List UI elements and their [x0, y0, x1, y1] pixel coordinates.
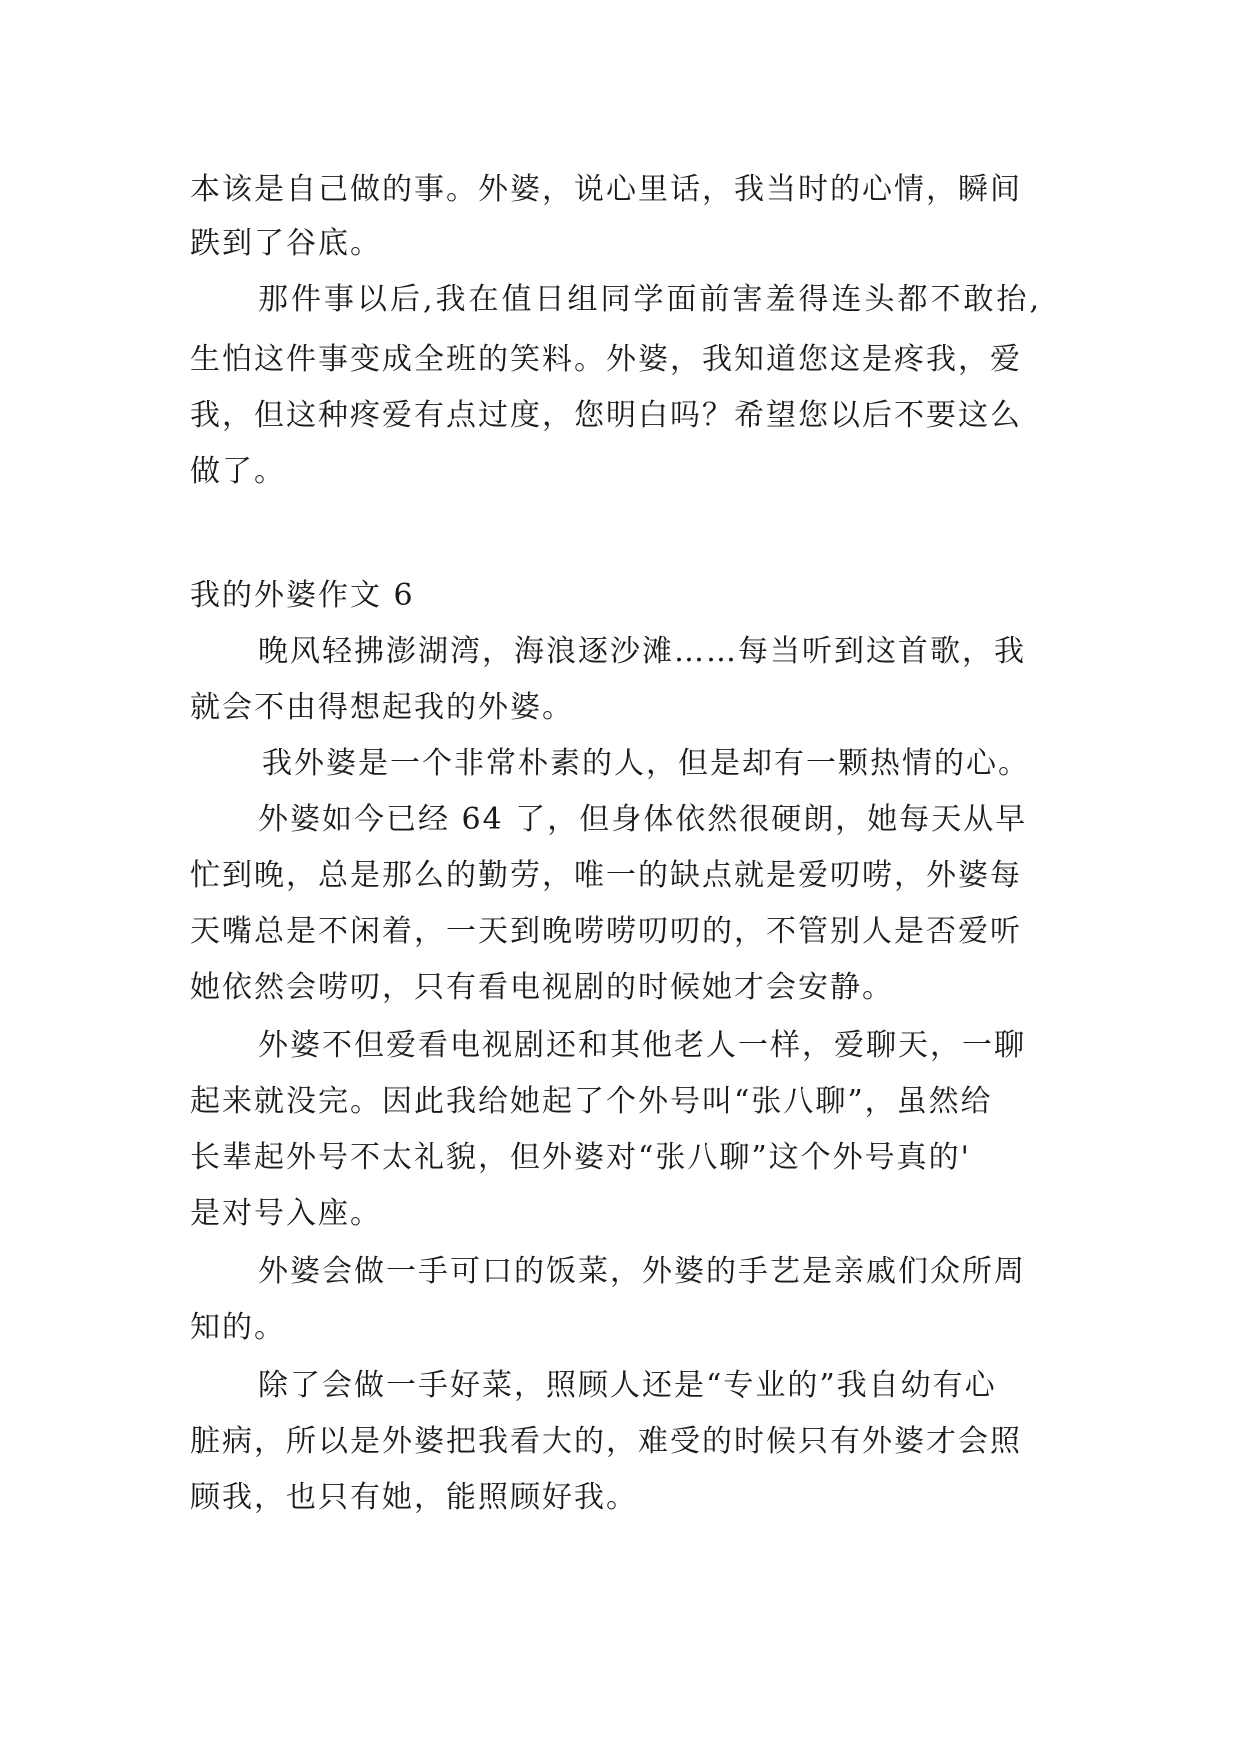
- text-line: 起来就没完。因此我给她起了个外号叫“张八聊”，虽然给: [190, 1084, 993, 1119]
- paragraph-start: 那件事以后,我在值日组同学面前害羞得连头都不敢抬,: [258, 282, 1043, 317]
- text-line: 跌到了谷底。: [190, 226, 382, 261]
- text-line: 做了。: [190, 454, 286, 489]
- text-line: 知的。: [190, 1310, 286, 1345]
- text-line: 本该是自己做的事。外婆，说心里话，我当时的心情，瞬间: [190, 172, 1022, 207]
- text-line: 脏病，所以是外婆把我看大的，难受的时候只有外婆才会照: [190, 1424, 1022, 1459]
- text-line: 就会不由得想起我的外婆。: [190, 690, 574, 725]
- paragraph-start: 除了会做一手好菜，照顾人还是“专业的”我自幼有心: [258, 1368, 997, 1403]
- paragraph-start: 我外婆是一个非常朴素的人，但是却有一颗热情的心。: [262, 746, 1030, 781]
- paragraph-start: 外婆如今已经 64 了，但身体依然很硬朗，她每天从早: [258, 802, 1028, 837]
- text-line: 是对号入座。: [190, 1196, 382, 1231]
- text-line: 生怕这件事变成全班的笑料。外婆，我知道您这是疼我，爱: [190, 342, 1022, 377]
- section-title: 我的外婆作文 6: [190, 578, 415, 613]
- text-line: 天嘴总是不闲着，一天到晚唠唠叨叨的，不管别人是否爱听: [190, 914, 1022, 949]
- text-line: 忙到晚，总是那么的勤劳，唯一的缺点就是爱叨唠，外婆每: [190, 858, 1022, 893]
- text-line: 她依然会唠叨，只有看电视剧的时候她才会安静。: [190, 970, 894, 1005]
- paragraph-start: 外婆会做一手可口的饭菜，外婆的手艺是亲戚们众所周: [258, 1254, 1026, 1289]
- text-line: 长辈起外号不太礼貌，但外婆对“张八聊”这个外号真的': [190, 1140, 971, 1175]
- text-line: 我，但这种疼爱有点过度，您明白吗？希望您以后不要这么: [190, 398, 1022, 433]
- paragraph-start: 晚风轻拂澎湖湾，海浪逐沙滩……每当听到这首歌，我: [258, 634, 1026, 669]
- paragraph-start: 外婆不但爱看电视剧还和其他老人一样，爱聊天，一聊: [258, 1028, 1026, 1063]
- text-line: 顾我，也只有她，能照顾好我。: [190, 1480, 638, 1515]
